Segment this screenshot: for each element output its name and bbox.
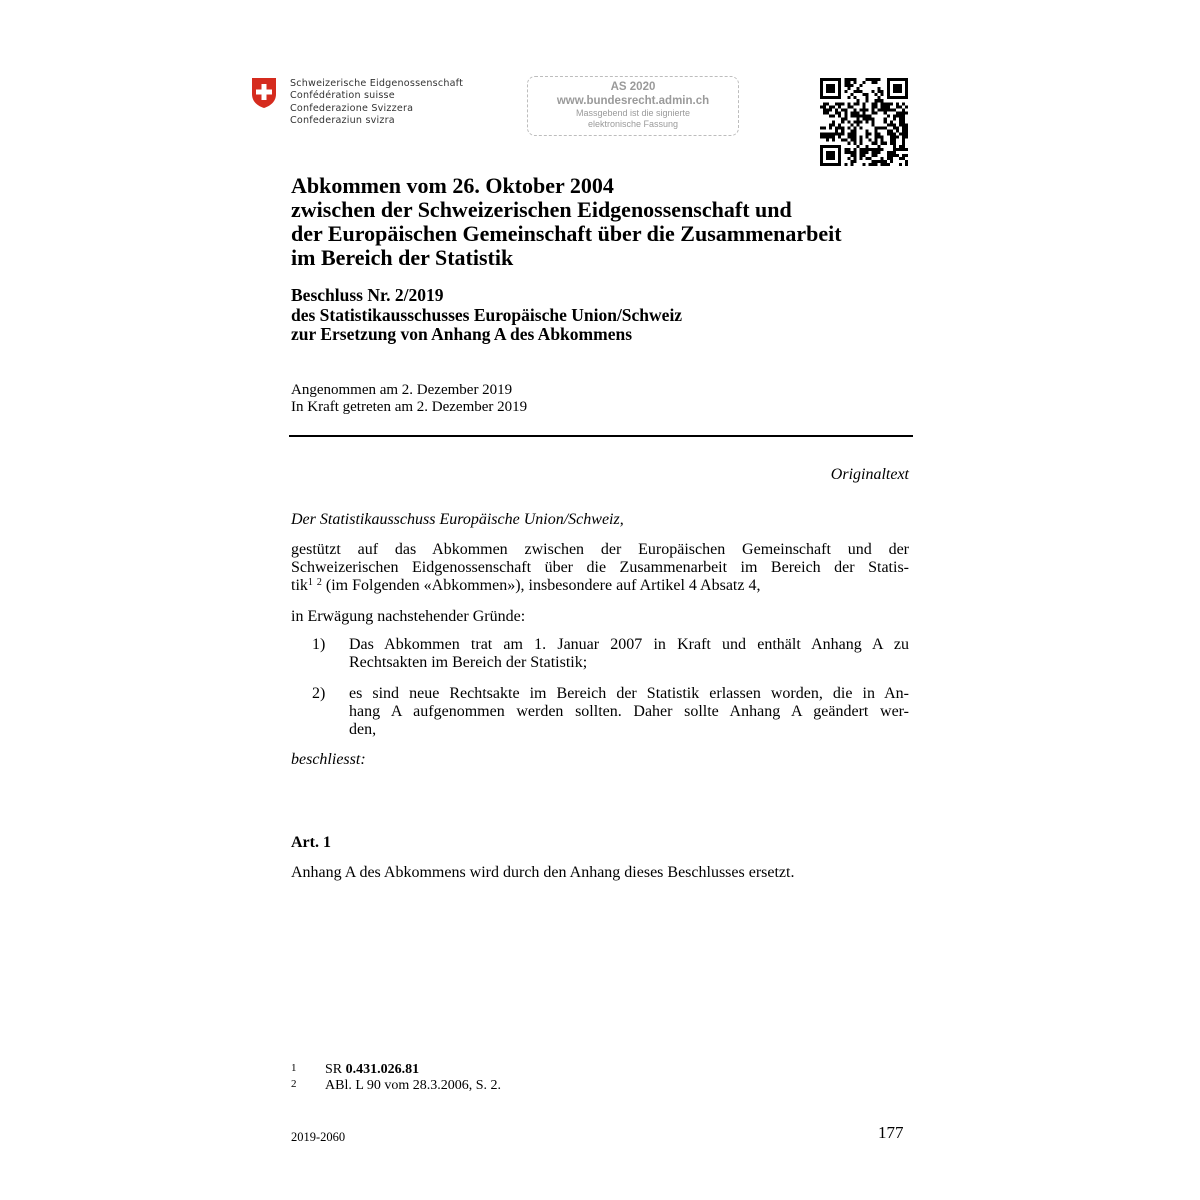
confederation-name-it: Confederazione Svizzera <box>290 102 414 114</box>
stamp-as-number: AS 2020 <box>610 81 656 93</box>
document-title <box>291 174 842 270</box>
paragraph-text: (im Folgenden «Abkommen»), insbesondere auf Artikel 4 Absatz 4, <box>321 577 761 594</box>
article-text: Anhang A des Abkommens wird durch den Anhang dieses Beschlusses ersetzt. <box>291 864 795 881</box>
recital-number: 1) <box>312 636 326 653</box>
confederation-name-rm: Confederaziun svizra <box>290 114 395 126</box>
confederation-names <box>290 78 463 127</box>
footnote-ref-1[interactable]: 1 <box>307 577 313 588</box>
footnote-text: ABl. L 90 vom 28.3.2006, S. 2. <box>325 1078 502 1093</box>
recital-text <box>349 636 909 672</box>
recital-line: Rechtsakten im Bereich der Statistik; <box>349 654 588 671</box>
confederation-name-fr: Confédération suisse <box>290 90 395 102</box>
swiss-coat-of-arms-icon <box>251 77 277 109</box>
document-number: 2019-2060 <box>291 1130 346 1144</box>
footnote-number: 2 <box>291 1078 297 1090</box>
footnote-prefix: SR <box>325 1062 346 1077</box>
recital-line: hang A aufgenommen werden sollten. Daher sollte Anhang A geändert wer- <box>349 703 909 720</box>
decision-title-line: zur Ersetzung von Anhang A des Abkommens <box>291 324 633 344</box>
stamp-website: www.bundesrecht.admin.ch <box>556 95 710 107</box>
decision-title-line: des Statistikausschusses Europäische Union/Schweiz <box>291 304 683 325</box>
decision-title <box>291 286 682 345</box>
recital-line: den, <box>349 721 377 738</box>
recital-line: Das Abkommen trat am 1. Januar 2007 in Kraft und enthält Anhang A zu <box>349 636 909 653</box>
official-publication-stamp <box>527 76 739 136</box>
title-line: Abkommen vom 26. Oktober 2004 <box>291 173 614 198</box>
in-force-date: In Kraft getreten am 2. Dezember 2019 <box>291 398 528 415</box>
recital-line: es sind neue Rechtsakte im Bereich der Statistik erlassen worden, die in An- <box>349 685 909 702</box>
considering-intro: in Erwägung nachstehender Gründe: <box>291 608 526 625</box>
page-number: 177 <box>878 1123 904 1142</box>
decides-label: beschliesst: <box>291 751 366 768</box>
sr-reference-link[interactable]: 0.431.026.81 <box>345 1062 420 1077</box>
preamble-heading: Der Statistikausschuss Europäische Union/Schweiz, <box>291 511 624 528</box>
footnote-ref-2[interactable]: 2 <box>316 577 322 588</box>
adopted-date: Angenommen am 2. Dezember 2019 <box>291 382 513 398</box>
decision-title-line: Beschluss Nr. 2/2019 <box>291 285 444 305</box>
footnote-text <box>325 1062 419 1078</box>
footnote-number: 1 <box>291 1062 297 1074</box>
paragraph-text: tik <box>291 577 308 594</box>
paragraph-line: Schweizerischen Eidgenossenschaft über die Zusammenarbeit im Bereich der Statis- <box>291 559 909 576</box>
stamp-note-line1: Massgebend ist die signierte <box>575 108 691 118</box>
title-line: zwischen der Schweizerischen Eidgenossenschaft und <box>291 197 792 222</box>
stamp-note-line2: elektronische Fassung <box>587 119 679 129</box>
original-text-label: Originaltext <box>830 466 909 483</box>
confederation-name-de: Schweizerische Eidgenossenschaft <box>290 78 464 89</box>
paragraph-line: gestützt auf das Abkommen zwischen der Europäischen Gemeinschaft und der <box>291 541 909 558</box>
article-heading: Art. 1 <box>291 834 331 851</box>
horizontal-divider <box>289 435 913 437</box>
paragraph-line <box>291 577 909 595</box>
title-line: im Bereich der Statistik <box>291 245 514 270</box>
recital-number: 2) <box>312 685 326 702</box>
title-line: der Europäischen Gemeinschaft über die Zusammenarbeit <box>291 221 842 246</box>
qr-code-icon <box>820 78 908 166</box>
dates-block <box>291 382 527 415</box>
recital-text <box>349 685 909 739</box>
preamble-based-on <box>291 541 909 595</box>
